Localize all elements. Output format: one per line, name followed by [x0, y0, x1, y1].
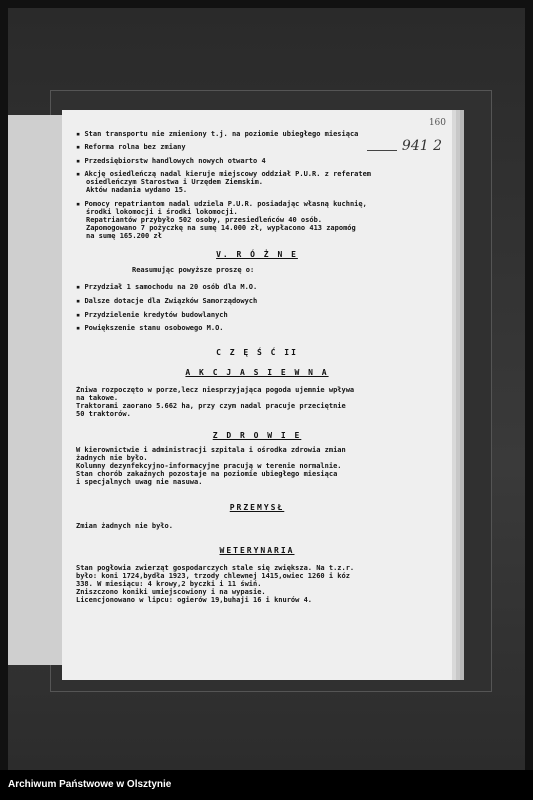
doc-line: Stan chorób zakaźnych pozostaje na poziomie ubiegłego miesiąca — [76, 470, 338, 478]
doc-line: było: koni 1724,bydła 1923, trzody chlewnej 1415,owiec 1260 i kóz — [76, 572, 350, 580]
doc-line: żadnych nie było. — [76, 454, 148, 462]
doc-line: Stan pogłowia zwierząt gospodarczych stale się zwiększa. Na t.z.r. — [76, 564, 355, 572]
doc-line: Zmian żadnych nie było. — [76, 522, 173, 530]
part-heading: C Z Ę Ś Ć II — [216, 348, 298, 357]
section-intro: Reasumując powyższe proszę o: — [132, 266, 255, 274]
doc-line: środki lokomocji i środki lokomocji. — [86, 208, 238, 216]
doc-line: W kierownictwie i administracji szpitala i ośrodka zdrowia zmian — [76, 446, 346, 454]
doc-line: Licencjonowano w lipcu: ogierów 19,buhaji 16 i knurów 4. — [76, 596, 313, 604]
archive-footer: Archiwum Państwowe w Olsztynie — [0, 770, 533, 800]
underlying-sheet — [8, 115, 64, 665]
doc-line: ▪ Stan transportu nie zmieniony t.j. na poziomie ubiegłego miesiąca — [76, 130, 444, 138]
doc-line: Zniszczono koniki umiejscowiony i na wypasie. — [76, 588, 266, 596]
doc-line: Aktów nadania wydano 15. — [86, 186, 188, 194]
doc-line: ▪ Akcję osiedleńczą nadal kieruje miejscowy oddział P.U.R. z referatem — [76, 170, 444, 178]
doc-line: Żniwa rozpoczęto w porze,lecz niesprzyjająca pogoda ujemnie wpływa — [76, 386, 355, 394]
handwritten-page-number: 941 2 — [401, 138, 442, 154]
doc-line: 338. W miesiącu: 4 krowy,2 byczki i 11 świń. — [76, 580, 262, 588]
doc-line: ▪ Reforma rolna bez zmiany — [76, 143, 444, 151]
doc-line: Repatriantów przybyło 502 osoby, przesiedleńców 40 osób. — [86, 216, 323, 224]
list-item: ▪ Przydzielenie kredytów budowlanych — [76, 311, 444, 319]
doc-line: Zapomogowano 7 pożyczkę na sumę 14.000 zł, wypłacono 413 zapomóg — [86, 224, 356, 232]
doc-line: ▪ Przedsiębiorstw handlowych nowych otwarto 4 — [76, 157, 444, 165]
doc-line: osiedleńczym Starostwa i Urzędem Ziemskim. — [86, 178, 264, 186]
doc-line: na takowe. — [76, 394, 119, 402]
doc-line: ▪ Pomocy repatriantom nadal udziela P.U.R. posiadając własną kuchnię, — [76, 200, 444, 208]
list-item: ▪ Dalsze dotacje dla Związków Samorządowych — [76, 297, 444, 305]
document-page — [62, 110, 452, 680]
doc-line: Traktorami zaorano 5.662 ha, przy czym nadal pracuje przeciętnie — [76, 402, 346, 410]
doc-line: i specjalnych uwag nie nasuwa. — [76, 478, 203, 486]
doc-line: 50 traktorów. — [76, 410, 131, 418]
doc-line: Kolumny dezynfekcyjno-informacyjne pracują w terenie normalnie. — [76, 462, 342, 470]
section-heading-przemysl: PRZEMYSŁ — [229, 503, 285, 512]
list-item: ▪ Powiększenie stanu osobowego M.O. — [76, 324, 444, 332]
section-heading-akcja: A K C J A S I E W N A — [185, 368, 329, 377]
section-heading-zdrowie: Z D R O W I E — [212, 431, 302, 440]
list-item: ▪ Przydział 1 samochodu na 20 osób dla M.O. — [76, 283, 444, 291]
doc-line: na sumę 165.200 zł — [86, 232, 162, 240]
corner-number: 160 — [428, 118, 446, 128]
section-heading-rozne: V. R Ó Ż N E — [216, 250, 298, 259]
section-heading-weterynaria: WETERYNARIA — [219, 546, 295, 555]
